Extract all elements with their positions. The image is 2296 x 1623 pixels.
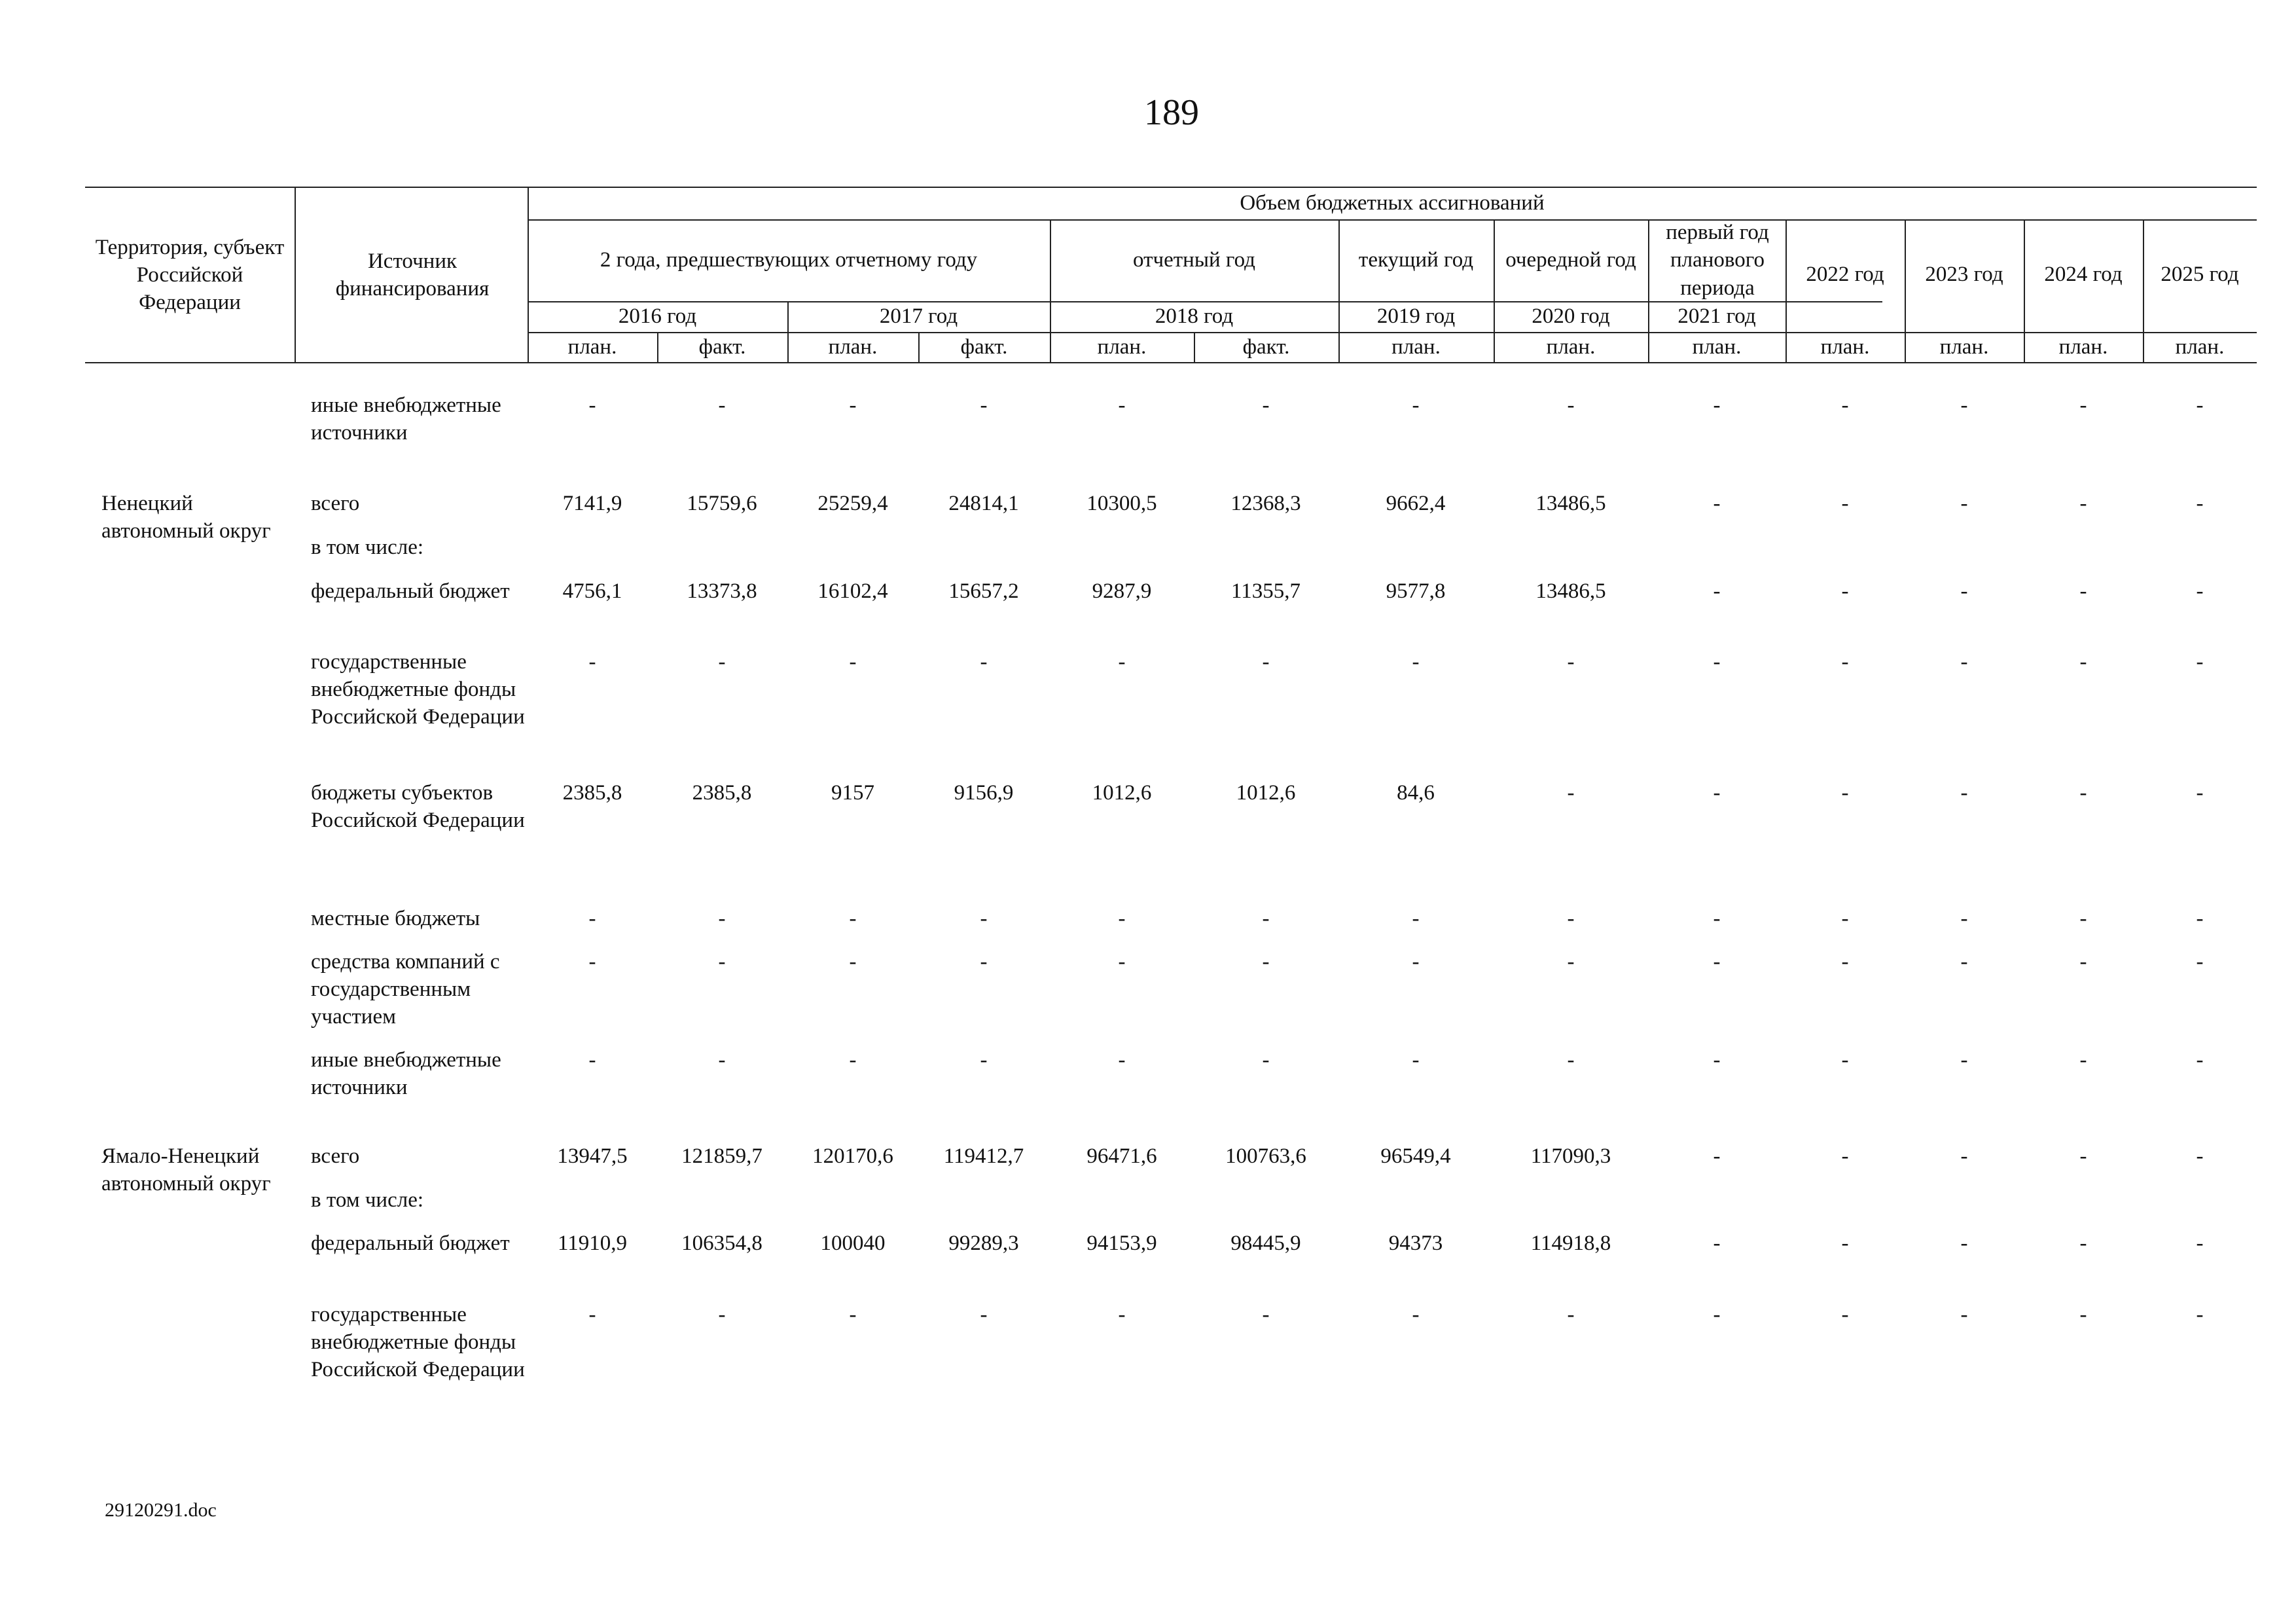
value-cell: 117090,3 — [1530, 1144, 1611, 1168]
value-cell: - — [718, 1048, 726, 1072]
value-cell: - — [1262, 393, 1270, 417]
value-cell: - — [1567, 393, 1575, 417]
value-cell: 13373,8 — [687, 579, 757, 603]
value-cell: 98445,9 — [1230, 1231, 1301, 1255]
value-cell: - — [1713, 650, 1721, 674]
value-cell: - — [1713, 492, 1721, 515]
value-cell: - — [1412, 1048, 1420, 1072]
source-label: в том числе: — [311, 1188, 424, 1212]
value-cell: - — [2079, 1303, 2087, 1326]
value-cell: 13486,5 — [1535, 492, 1606, 515]
header-plan: план. — [828, 335, 878, 359]
header-reporting-year: отчетный год — [1133, 248, 1255, 272]
table-header — [85, 187, 2257, 363]
value-cell: 84,6 — [1397, 781, 1435, 805]
value-cell: - — [1841, 907, 1849, 930]
value-cell: 94153,9 — [1086, 1231, 1157, 1255]
value-cell: - — [1960, 1303, 1968, 1326]
value-cell: - — [849, 650, 857, 674]
value-cell: 4756,1 — [562, 579, 622, 603]
header-two-years: 2 года, предшествующих отчетному году — [600, 248, 978, 272]
value-cell: - — [1567, 650, 1575, 674]
header-year-2017: 2017 год — [879, 304, 958, 329]
header-plan: план. — [1939, 335, 1989, 359]
value-cell: - — [849, 907, 857, 930]
value-cell: - — [1841, 1231, 1849, 1255]
value-cell: 9662,4 — [1386, 492, 1446, 515]
value-cell: - — [1841, 781, 1849, 805]
value-cell: - — [1713, 579, 1721, 603]
value-cell: 96471,6 — [1086, 1144, 1157, 1168]
value-cell: - — [2079, 907, 2087, 930]
value-cell: 9287,9 — [1092, 579, 1152, 603]
territory-label: Ямало-Ненецкий автономный округ — [101, 1144, 271, 1196]
header-fact: факт. — [960, 335, 1008, 359]
value-cell: - — [1118, 1303, 1126, 1326]
value-cell: - — [1567, 781, 1575, 805]
value-cell: 100763,6 — [1225, 1144, 1306, 1168]
value-cell: 114918,8 — [1530, 1231, 1611, 1255]
value-cell: - — [2196, 1303, 2204, 1326]
header-first-plan-year: первый год планового периода — [1666, 221, 1769, 300]
value-cell: - — [1713, 907, 1721, 930]
header-year-2021: 2021 год — [1677, 304, 1756, 329]
value-cell: - — [1118, 950, 1126, 974]
value-cell: - — [849, 1048, 857, 1072]
value-cell: - — [980, 1048, 988, 1072]
value-cell: 120170,6 — [812, 1144, 893, 1168]
source-label: государственные внебюджетные фонды Российской Федерации — [311, 650, 525, 729]
value-cell: 100040 — [820, 1231, 886, 1255]
value-cell: - — [2079, 1144, 2087, 1168]
value-cell: - — [1262, 1303, 1270, 1326]
value-cell: - — [1841, 393, 1849, 417]
value-cell: - — [1118, 1048, 1126, 1072]
value-cell: - — [1262, 907, 1270, 930]
header-plan: план. — [2058, 335, 2108, 359]
value-cell: - — [2196, 781, 2204, 805]
header-rule-top-left — [85, 187, 295, 188]
value-cell: - — [1841, 650, 1849, 674]
value-cell: - — [1262, 650, 1270, 674]
value-cell: 94373 — [1388, 1231, 1443, 1255]
value-cell: - — [2079, 1048, 2087, 1072]
footer-filename: 29120291.doc — [105, 1499, 217, 1521]
value-cell: - — [588, 950, 596, 974]
value-cell: 13947,5 — [557, 1144, 628, 1168]
value-cell: - — [1960, 1144, 1968, 1168]
value-cell: - — [1841, 1303, 1849, 1326]
value-cell: 25259,4 — [817, 492, 888, 515]
value-cell: - — [588, 1303, 596, 1326]
header-year-2020: 2020 год — [1532, 304, 1610, 329]
value-cell: - — [1841, 579, 1849, 603]
header-plan: план. — [1546, 335, 1596, 359]
value-cell: - — [1412, 950, 1420, 974]
value-cell: 9157 — [831, 781, 874, 805]
value-cell: 7141,9 — [562, 492, 622, 515]
value-cell: - — [2196, 1231, 2204, 1255]
value-cell: - — [1841, 492, 1849, 515]
value-cell: - — [1412, 907, 1420, 930]
value-cell: - — [2196, 950, 2204, 974]
value-cell: - — [2079, 950, 2087, 974]
value-cell: - — [1713, 1144, 1721, 1168]
value-cell: - — [1713, 1303, 1721, 1326]
header-volume: Объем бюджетных ассигнований — [1240, 191, 1545, 215]
source-label: бюджеты субъектов Российской Федерации — [311, 781, 525, 833]
header-2024: 2024 год — [2044, 262, 2123, 286]
value-cell: 99289,3 — [948, 1231, 1019, 1255]
value-cell: - — [2079, 393, 2087, 417]
value-cell: - — [1713, 1048, 1721, 1072]
source-label: местные бюджеты — [311, 907, 480, 930]
value-cell: - — [588, 907, 596, 930]
value-cell: - — [2079, 1231, 2087, 1255]
header-source: Источник финансирования — [335, 249, 490, 301]
header-year-2016: 2016 год — [618, 304, 697, 329]
value-cell: - — [1960, 492, 1968, 515]
source-label: иные внебюджетные источники — [311, 393, 501, 445]
value-cell: - — [1118, 650, 1126, 674]
value-cell: - — [1960, 1048, 1968, 1072]
value-cell: 96549,4 — [1380, 1144, 1451, 1168]
source-label: средства компаний с государственным участием — [311, 950, 500, 1029]
header-plan: план. — [1692, 335, 1742, 359]
source-label: всего — [311, 1144, 360, 1168]
header-next-year: очередной год — [1505, 248, 1636, 272]
value-cell: 2385,8 — [562, 781, 622, 805]
value-cell: - — [1412, 393, 1420, 417]
value-cell: 13486,5 — [1535, 579, 1606, 603]
value-cell: - — [1567, 907, 1575, 930]
value-cell: - — [2196, 650, 2204, 674]
source-label: в том числе: — [311, 536, 424, 559]
value-cell: 10300,5 — [1086, 492, 1157, 515]
value-cell: - — [849, 950, 857, 974]
header-vrule — [295, 187, 296, 362]
value-cell: - — [588, 393, 596, 417]
value-cell: - — [2079, 492, 2087, 515]
value-cell: - — [980, 1303, 988, 1326]
value-cell: - — [718, 907, 726, 930]
value-cell: - — [1713, 781, 1721, 805]
header-fact: факт. — [1242, 335, 1290, 359]
value-cell: 9577,8 — [1386, 579, 1446, 603]
value-cell: 1012,6 — [1092, 781, 1152, 805]
value-cell: - — [1841, 1048, 1849, 1072]
value-cell: - — [718, 650, 726, 674]
value-cell: 1012,6 — [1236, 781, 1296, 805]
value-cell: - — [588, 1048, 596, 1072]
value-cell: 11355,7 — [1230, 579, 1301, 603]
value-cell: - — [980, 393, 988, 417]
header-current-year: текущий год — [1358, 248, 1474, 272]
value-cell: - — [1713, 393, 1721, 417]
value-cell: 11910,9 — [557, 1231, 628, 1255]
value-cell: - — [2196, 492, 2204, 515]
value-cell: 119412,7 — [943, 1144, 1024, 1168]
source-label: всего — [311, 492, 360, 515]
value-cell: - — [1960, 907, 1968, 930]
value-cell: - — [1960, 650, 1968, 674]
value-cell: - — [1567, 1048, 1575, 1072]
header-plan: план. — [1820, 335, 1870, 359]
header-year-2018: 2018 год — [1155, 304, 1234, 329]
value-cell: - — [1567, 950, 1575, 974]
value-cell: - — [1118, 907, 1126, 930]
value-cell: 121859,7 — [681, 1144, 762, 1168]
value-cell: 15657,2 — [948, 579, 1019, 603]
header-territory: Территория, субъект Российской Федерации — [95, 235, 285, 315]
value-cell: - — [1713, 950, 1721, 974]
source-label: федеральный бюджет — [311, 1231, 510, 1255]
header-plan: план. — [2175, 335, 2225, 359]
value-cell: - — [2079, 781, 2087, 805]
header-2025: 2025 год — [2161, 262, 2239, 286]
value-cell: - — [1118, 393, 1126, 417]
value-cell: - — [1412, 1303, 1420, 1326]
value-cell: - — [1567, 1303, 1575, 1326]
header-plan: план. — [567, 335, 617, 359]
value-cell: - — [849, 1303, 857, 1326]
value-cell: - — [1960, 1231, 1968, 1255]
value-cell: - — [2196, 1144, 2204, 1168]
value-cell: - — [588, 650, 596, 674]
value-cell: - — [980, 650, 988, 674]
value-cell: - — [849, 393, 857, 417]
source-label: государственные внебюджетные фонды Российской Федерации — [311, 1303, 525, 1382]
value-cell: - — [1412, 650, 1420, 674]
value-cell: 16102,4 — [817, 579, 888, 603]
header-fact: факт. — [698, 335, 746, 359]
value-cell: 15759,6 — [687, 492, 757, 515]
value-cell: - — [1713, 1231, 1721, 1255]
header-plan: план. — [1391, 335, 1441, 359]
value-cell: - — [2196, 393, 2204, 417]
value-cell: - — [718, 950, 726, 974]
value-cell: - — [1960, 393, 1968, 417]
value-cell: - — [1262, 950, 1270, 974]
value-cell: - — [980, 907, 988, 930]
header-2023: 2023 год — [1925, 262, 2003, 286]
value-cell: - — [1960, 781, 1968, 805]
value-cell: - — [718, 393, 726, 417]
value-cell: 24814,1 — [948, 492, 1019, 515]
header-2022: 2022 год — [1806, 262, 1884, 286]
value-cell: 2385,8 — [692, 781, 752, 805]
value-cell: - — [2079, 579, 2087, 603]
value-cell: - — [2079, 650, 2087, 674]
page-number: 189 — [1144, 92, 1199, 133]
value-cell: 12368,3 — [1230, 492, 1301, 515]
value-cell: - — [1262, 1048, 1270, 1072]
value-cell: - — [1960, 950, 1968, 974]
value-cell: 106354,8 — [681, 1231, 762, 1255]
source-label: федеральный бюджет — [311, 579, 510, 603]
value-cell: - — [1960, 579, 1968, 603]
territory-label: Ненецкий автономный округ — [101, 492, 271, 543]
source-label: иные внебюджетные источники — [311, 1048, 501, 1100]
header-plan: план. — [1097, 335, 1147, 359]
value-cell: - — [2196, 1048, 2204, 1072]
value-cell: - — [2196, 579, 2204, 603]
value-cell: - — [980, 950, 988, 974]
header-year-2019: 2019 год — [1376, 304, 1456, 329]
value-cell: - — [1841, 950, 1849, 974]
value-cell: 9156,9 — [954, 781, 1014, 805]
value-cell: - — [718, 1303, 726, 1326]
value-cell: - — [2196, 907, 2204, 930]
value-cell: - — [1841, 1144, 1849, 1168]
header-rule-bottom — [85, 362, 2257, 363]
